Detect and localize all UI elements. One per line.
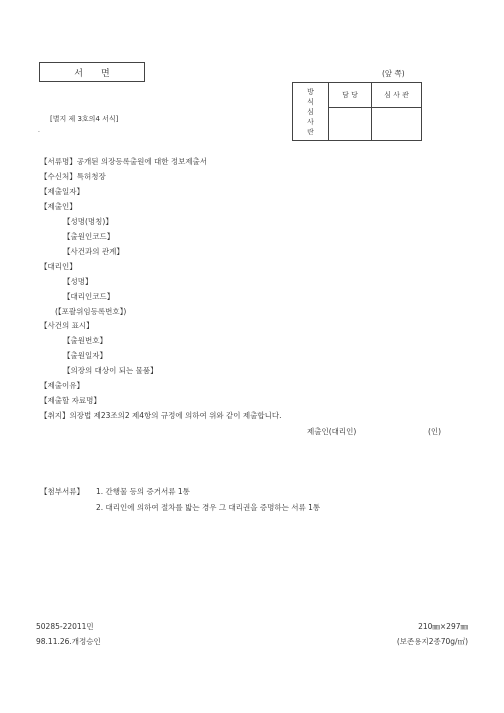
field-agent-name: 【성명】 — [63, 277, 93, 286]
field-submit-date: 【제출일자】 — [40, 187, 84, 196]
field-case-number: 【출원번호】 — [63, 336, 107, 345]
field-materials: 【제출할 자료명】 — [40, 396, 101, 405]
page-side-note: (앞 쪽) — [382, 69, 405, 78]
exam-cell-examiner[interactable] — [372, 108, 422, 141]
field-agent-general: (【포괄위임등록번호】) — [55, 307, 127, 316]
field-submitter-relation: 【사건과의 관계】 — [63, 247, 124, 256]
exam-cell-manager[interactable] — [329, 108, 372, 141]
exam-label-char: 심 — [307, 107, 314, 116]
exam-col-manager: 담 당 — [329, 83, 372, 108]
field-purpose: 【취지】의장법 제23조의2 제4항의 규정에 의하여 위와 같이 제출합니다. — [40, 411, 282, 420]
attachments-label: 【첨부서류】 — [40, 487, 84, 496]
exam-vertical-label — [293, 83, 329, 141]
footer-code: 50285-22011민 — [36, 622, 94, 631]
attachment-item-1: 1. 간행물 등의 증거서류 1통 — [96, 487, 190, 496]
field-submitter-code: 【출원인코드】 — [63, 232, 115, 241]
exam-col-examiner: 심 사 관 — [372, 83, 422, 108]
footer-paper-size: 210㎜×297㎜ — [418, 622, 468, 631]
dot-mark: . — [38, 127, 40, 134]
field-agent-code: 【대리인코드】 — [63, 292, 115, 301]
signer-label: 제출인(대리인) — [307, 427, 357, 436]
attachment-item-2: 2. 대리인에 의하여 절차를 밟는 경우 그 대리권을 증명하는 서류 1통 — [96, 503, 321, 512]
examination-table — [292, 82, 422, 141]
field-reason: 【제출이유】 — [40, 381, 84, 390]
exam-label-char: 방 — [307, 87, 314, 96]
field-recipient: 【수신처】특허청장 — [40, 172, 106, 181]
footer-approved: 98.11.26.개정승인 — [36, 637, 101, 646]
exam-label-char: 란 — [307, 127, 314, 136]
field-submitter: 【제출인】 — [40, 202, 77, 211]
exam-label-char: 사 — [307, 117, 314, 126]
field-submitter-name: 【성명(명칭)】 — [63, 217, 113, 226]
field-agent: 【대리인】 — [40, 262, 77, 271]
exam-label-char: 식 — [307, 97, 314, 106]
form-number: [별지 제 3호의4 서식] — [50, 115, 119, 123]
field-doc-type: 【서류명】공개된 의장등록출원에 대한 정보제출서 — [40, 157, 208, 166]
footer-paper-type: (보존용지2종70g/㎡) — [396, 637, 468, 646]
field-case: 【사건의 표시】 — [40, 321, 94, 330]
field-case-date: 【출원일자】 — [63, 351, 107, 360]
field-case-article: 【의장의 대상이 되는 물품】 — [63, 366, 158, 375]
form-title: 서면 — [39, 62, 145, 82]
seal-mark: (인) — [428, 427, 442, 436]
